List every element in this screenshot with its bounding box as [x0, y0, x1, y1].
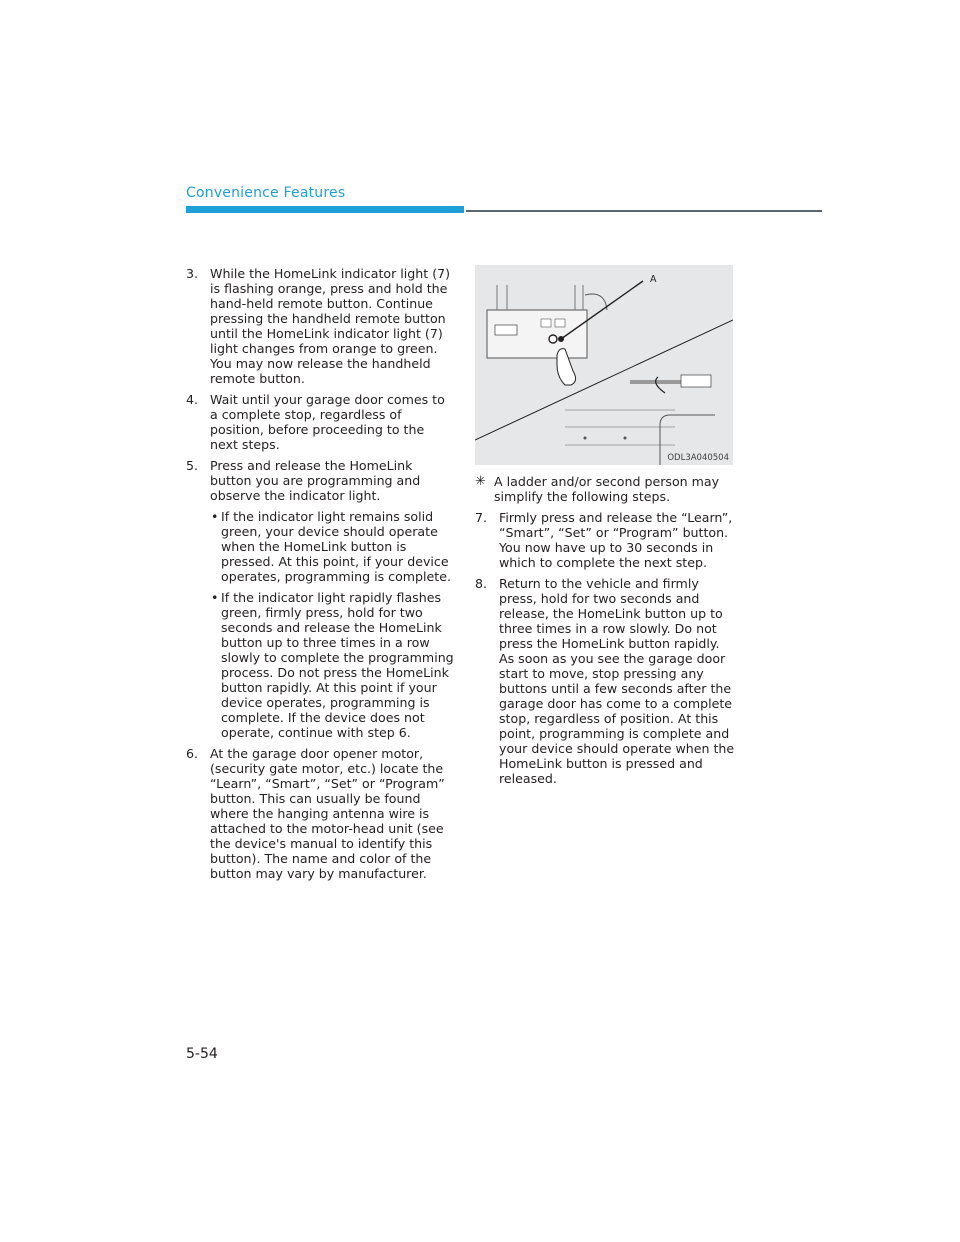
step-text: Return to the vehicle and firmly press, hold for two seconds and release, the HomeLink button up to three times in a row slowly. Do not press the HomeLink button rapidly. As soon as you see the garage door start to move, stop pressing any buttons until a few seconds after the garage door has come to a complete stop, regardless of position. At this point, programming is complete and your device should operate when the HomeLink button is pressed and released. [499, 576, 735, 786]
page-number: 5-54 [186, 1046, 218, 1062]
garage-opener-illustration [475, 265, 733, 465]
bullet-text: If the indicator light remains solid green, your device should operate when the HomeLink button is pressed. At this point, if your device operates, programming is complete. [221, 509, 451, 584]
step-3 [186, 266, 454, 386]
asterisk-icon: ✳ [475, 474, 486, 489]
bullet-text: If the indicator light rapidly flashes green, firmly press, hold for two seconds and release the HomeLink button up to three times in a row slowly to complete the programming process. Do not press the HomeLink button rapidly. At this point if your device operates, programming is complete. If the device does not operate, continue with step 6. [221, 590, 454, 740]
step-number: 6. [186, 746, 199, 761]
step-text: Firmly press and release the “Learn”, “Smart”, “Set” or “Program” button. You now have up to 30 seconds in which to complete the next step. [499, 510, 733, 570]
step-number: 4. [186, 392, 199, 407]
garage-opener-drawing [475, 265, 733, 465]
bullet-item [211, 509, 454, 584]
step-text: Press and release the HomeLink button you are programming and observe the indicator light. [210, 458, 421, 503]
step-4 [186, 392, 454, 452]
step-text: At the garage door opener motor, (security gate motor, etc.) locate the “Learn”, “Smart”, “Set” or “Program” button. This can usually be found where the hanging antenna wire is attached to the motor-head unit (see the device's manual to identify this button). The name and color of the button may vary by manufacturer. [210, 746, 445, 881]
note-text: A ladder and/or second person may simplify the following steps. [494, 474, 720, 504]
section-title: Convenience Features [186, 185, 346, 201]
step-6 [186, 746, 454, 881]
bullet-icon: • [211, 509, 219, 524]
step-7 [475, 510, 737, 570]
bullet-item [211, 590, 454, 740]
figure-code: ODL3A040504 [667, 453, 729, 463]
step-8 [475, 576, 737, 786]
bullet-icon: • [211, 590, 219, 605]
step-number: 3. [186, 266, 199, 281]
step-text: Wait until your garage door comes to a complete stop, regardless of position, before proceeding to the next steps. [210, 392, 445, 452]
figure-callout-label: A [650, 274, 657, 285]
note [475, 474, 737, 504]
left-column [186, 266, 454, 887]
header-rule [466, 210, 822, 212]
step-5 [186, 458, 454, 503]
step-text: While the HomeLink indicator light (7) is flashing orange, press and hold the hand-held remote button. Continue pressing the handheld remote button until the HomeLink indicator light (7) light changes from orange to green. You may now release the handheld remote button. [210, 266, 451, 386]
right-column [475, 474, 737, 792]
step-number: 8. [475, 576, 488, 591]
step-number: 5. [186, 458, 199, 473]
header-rule-accent [186, 206, 464, 213]
step-number: 7. [475, 510, 488, 525]
